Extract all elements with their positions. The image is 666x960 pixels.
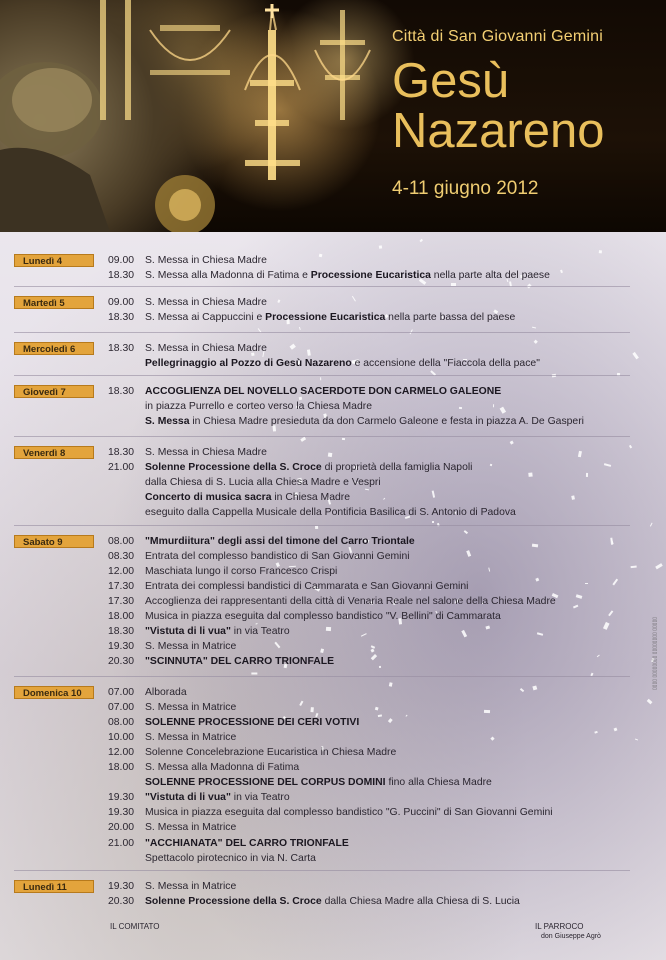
confetti-piece bbox=[613, 727, 617, 731]
event-time: 19.30 bbox=[108, 641, 135, 653]
confetti-piece bbox=[613, 579, 619, 586]
schedule-row bbox=[108, 624, 290, 639]
day-label: Domenica 10 bbox=[14, 686, 94, 699]
confetti-piece bbox=[490, 464, 493, 467]
confetti-piece bbox=[599, 250, 602, 253]
event-text: di proprietà della famiglia Napoli bbox=[321, 462, 473, 474]
event-highlight: "Mmurdiitura" degli assi del timone del Carro Triontale bbox=[145, 536, 415, 547]
event-text: Entrata del complesso bandistico di San Giovanni Gemini bbox=[145, 551, 410, 563]
confetti-piece bbox=[628, 444, 632, 448]
event-time: 20.30 bbox=[108, 896, 135, 908]
confetti-piece bbox=[519, 689, 523, 693]
confetti-piece bbox=[432, 521, 434, 524]
event-text: fino alla Chiesa Madre bbox=[385, 777, 492, 789]
day-separator bbox=[14, 870, 630, 871]
schedule-row bbox=[108, 399, 372, 414]
confetti-piece bbox=[573, 605, 578, 609]
confetti-piece bbox=[585, 583, 588, 584]
schedule-row bbox=[108, 836, 349, 851]
confetti-piece bbox=[300, 437, 305, 442]
event-text: Maschiata lungo il corso Francesco Crispi bbox=[145, 566, 338, 578]
schedule-row bbox=[108, 730, 236, 745]
schedule-row bbox=[108, 341, 267, 356]
event-text: S. Messa in Matrice bbox=[145, 732, 237, 744]
confetti-piece bbox=[499, 407, 505, 414]
confetti-piece bbox=[319, 378, 321, 381]
confetti-piece bbox=[299, 327, 301, 331]
event-highlight: SOLENNE PROCESSIONE DEL CORPUS DOMINI bbox=[145, 777, 386, 789]
event-time: 08.30 bbox=[108, 551, 135, 563]
event-text: S. Messa in Chiesa Madre bbox=[145, 343, 267, 354]
event-time: 18.30 bbox=[108, 343, 135, 354]
confetti-piece bbox=[307, 350, 311, 356]
confetti-piece bbox=[383, 497, 385, 499]
confetti-piece bbox=[603, 622, 609, 630]
event-text: S. Messa in Matrice bbox=[145, 641, 237, 653]
confetti-piece bbox=[351, 296, 355, 301]
event-time: 19.30 bbox=[108, 807, 135, 819]
day-separator bbox=[14, 332, 630, 333]
schedule-row bbox=[108, 609, 501, 624]
confetti-piece bbox=[635, 739, 638, 741]
confetti-piece bbox=[467, 550, 471, 556]
event-text: e accensione della "Fiaccola della pace" bbox=[351, 358, 540, 370]
schedule-row bbox=[108, 534, 415, 549]
event-highlight: Concerto di musica sacra bbox=[145, 492, 272, 504]
header-photo bbox=[0, 0, 666, 232]
day-separator bbox=[14, 286, 630, 287]
event-highlight: Processione Eucaristica bbox=[265, 312, 386, 324]
confetti-piece bbox=[459, 407, 462, 409]
event-text: S. Messa in Matrice bbox=[145, 881, 237, 892]
schedule-row bbox=[108, 745, 396, 760]
schedule-row bbox=[108, 505, 516, 520]
event-time: 08.00 bbox=[108, 536, 135, 547]
footer-priest-title: IL PARROCO bbox=[535, 922, 584, 931]
event-text: Musica in piazza eseguita dal complesso bandistico "V. Bellini" di Cammarata bbox=[145, 611, 501, 623]
event-text: in piazza Purrello e corteo verso la Chiesa Madre bbox=[145, 401, 372, 413]
event-highlight: Processione Eucaristica bbox=[310, 270, 431, 282]
confetti-piece bbox=[488, 567, 490, 571]
confetti-piece bbox=[361, 632, 367, 636]
event-text: S. Messa ai Cappuccini e bbox=[145, 312, 266, 324]
confetti-piece bbox=[300, 701, 304, 706]
schedule-row bbox=[108, 564, 337, 579]
schedule-row bbox=[108, 654, 334, 669]
confetti-piece bbox=[311, 707, 314, 712]
event-time: 19.30 bbox=[108, 881, 135, 892]
event-time: 12.00 bbox=[108, 747, 135, 759]
schedule-row bbox=[108, 268, 550, 283]
event-text: S. Messa in Matrice bbox=[145, 702, 237, 714]
confetti-piece bbox=[536, 578, 540, 582]
event-highlight: SOLENNE PROCESSIONE DEI CERI VOTIVI bbox=[145, 717, 360, 729]
confetti-piece bbox=[528, 473, 533, 477]
event-time: 10.00 bbox=[108, 732, 135, 744]
event-time: 09.00 bbox=[108, 297, 135, 308]
schedule-row bbox=[108, 685, 187, 700]
event-time: 18.00 bbox=[108, 611, 135, 623]
schedule-row bbox=[108, 894, 520, 909]
event-text: S. Messa in Matrice bbox=[145, 822, 237, 834]
confetti-piece bbox=[531, 544, 538, 548]
footer-priest-name: don Giuseppe Agrò bbox=[541, 933, 601, 940]
event-time: 18.30 bbox=[108, 626, 135, 638]
confetti-piece bbox=[610, 538, 613, 545]
header-titles bbox=[392, 28, 604, 200]
event-time: 07.00 bbox=[108, 687, 135, 698]
confetti-piece bbox=[560, 269, 563, 272]
confetti-piece bbox=[378, 714, 382, 716]
day-label: Giovedì 7 bbox=[14, 385, 94, 398]
schedule-row bbox=[108, 445, 267, 460]
schedule-row bbox=[108, 253, 267, 268]
confetti-piece bbox=[579, 451, 583, 458]
schedule-row bbox=[108, 760, 299, 775]
event-time: 07.00 bbox=[108, 702, 135, 714]
event-text: in via Teatro bbox=[230, 626, 290, 638]
event-time: 12.00 bbox=[108, 566, 135, 578]
schedule-row bbox=[108, 384, 501, 399]
event-text: eseguito dalla Cappella Musicale della Pontificia Basilica di S. Antonio di Padova bbox=[145, 507, 516, 519]
confetti-piece bbox=[537, 632, 543, 636]
schedule-row bbox=[108, 775, 492, 790]
event-text: dalla Chiesa di S. Lucia alla Chiesa Madre e Vespri bbox=[145, 477, 381, 489]
event-time: 19.30 bbox=[108, 792, 135, 804]
confetti-piece bbox=[431, 490, 434, 497]
schedule-row bbox=[108, 594, 556, 609]
event-time: 17.30 bbox=[108, 581, 135, 593]
event-text: S. Messa in Chiesa Madre bbox=[145, 447, 267, 458]
event-highlight: Solenne Processione della S. Croce bbox=[145, 896, 322, 908]
event-dates: 4-11 giugno 2012 bbox=[392, 178, 539, 199]
confetti-piece bbox=[649, 522, 652, 526]
event-text: in via Teatro bbox=[230, 792, 290, 804]
schedule-row bbox=[108, 310, 515, 325]
confetti-piece bbox=[326, 627, 332, 631]
confetti-piece bbox=[379, 666, 381, 668]
event-title-line1: Gesù bbox=[392, 54, 510, 108]
confetti-piece bbox=[533, 339, 538, 344]
day-label: Venerdì 8 bbox=[14, 446, 94, 459]
event-text: S. Messa alla Madonna di Fatima e bbox=[145, 270, 311, 282]
footer-parish-priest bbox=[535, 922, 601, 942]
day-separator bbox=[14, 676, 630, 677]
confetti-piece bbox=[251, 673, 257, 675]
confetti-piece bbox=[462, 630, 467, 637]
event-time: 20.30 bbox=[108, 656, 135, 668]
confetti-piece bbox=[277, 299, 281, 303]
confetti-piece bbox=[375, 707, 379, 711]
schedule-row bbox=[108, 851, 316, 866]
confetti-piece bbox=[379, 246, 382, 249]
event-highlight: Solenne Processione della S. Croce bbox=[145, 462, 322, 474]
confetti-piece bbox=[492, 405, 493, 408]
confetti-piece bbox=[631, 566, 637, 568]
event-highlight: Pellegrinaggio al Pozzo di Gesù Nazareno bbox=[145, 358, 352, 370]
schedule-row bbox=[108, 805, 553, 820]
confetti-piece bbox=[274, 641, 280, 647]
confetti-piece bbox=[533, 686, 538, 691]
event-time: 20.00 bbox=[108, 822, 135, 834]
schedule-row bbox=[108, 700, 236, 715]
schedule-row bbox=[108, 790, 290, 805]
footer-committee: IL COMITATO bbox=[110, 922, 160, 931]
event-time: 18.30 bbox=[108, 386, 135, 397]
event-time: 18.00 bbox=[108, 762, 135, 774]
confetti-piece bbox=[327, 453, 331, 458]
day-label: Lunedì 4 bbox=[14, 254, 94, 267]
event-text: S. Messa alla Madonna di Fatima bbox=[145, 762, 300, 774]
confetti-piece bbox=[656, 564, 663, 570]
event-highlight: "Vistuta di li vua" bbox=[145, 626, 231, 638]
schedule-row bbox=[108, 715, 359, 730]
event-text: Solenne Concelebrazione Eucaristica in Chiesa Madre bbox=[145, 747, 397, 759]
confetti-piece bbox=[484, 710, 490, 714]
confetti-piece bbox=[571, 496, 575, 501]
event-text: S. Messa in Chiesa Madre bbox=[145, 255, 267, 266]
confetti-piece bbox=[609, 610, 614, 616]
day-label: Lunedì 11 bbox=[14, 880, 94, 893]
schedule-row bbox=[108, 295, 267, 310]
confetti-piece bbox=[341, 438, 344, 440]
event-text: nella parte alta del paese bbox=[430, 270, 550, 282]
event-time: 21.00 bbox=[108, 462, 135, 474]
event-title bbox=[392, 56, 604, 156]
confetti-piece bbox=[532, 327, 536, 329]
confetti-piece bbox=[289, 344, 295, 350]
confetti-piece bbox=[509, 441, 513, 445]
city-name: Città di San Giovanni Gemini bbox=[392, 28, 604, 45]
event-time: 18.30 bbox=[108, 447, 135, 458]
photo-credit: ▯▯▯▯ ▯▯▯▯▯▯▯▯ ▯▯▯▯▯▯▯▯ ▯▯▯▯▯ bbox=[652, 617, 658, 690]
schedule-row bbox=[108, 414, 584, 429]
event-text: dalla Chiesa Madre alla Chiesa di S. Lucia bbox=[321, 896, 520, 908]
confetti-piece bbox=[420, 239, 424, 243]
schedule-row bbox=[108, 549, 410, 564]
illuminations-image bbox=[0, 0, 380, 232]
confetti-piece bbox=[390, 683, 393, 687]
schedule-row bbox=[108, 460, 472, 475]
event-text: Spettacolo pirotecnico in via N. Carta bbox=[145, 852, 316, 864]
event-highlight: "Vistuta di li vua" bbox=[145, 792, 231, 804]
confetti-piece bbox=[388, 718, 393, 723]
confetti-piece bbox=[405, 714, 408, 717]
schedule-row bbox=[108, 879, 236, 894]
event-text: S. Messa in Chiesa Madre bbox=[145, 297, 267, 308]
confetti-piece bbox=[320, 648, 324, 653]
confetti-piece bbox=[594, 731, 597, 734]
confetti-piece bbox=[646, 698, 652, 704]
schedule-row bbox=[108, 490, 350, 505]
day-separator bbox=[14, 525, 630, 526]
event-highlight: ACCOGLIENZA DEL NOVELLO SACERDOTE DON CARMELO GALEONE bbox=[145, 386, 502, 397]
confetti-piece bbox=[315, 526, 318, 529]
day-label: Sabato 9 bbox=[14, 535, 94, 548]
schedule-row bbox=[108, 356, 540, 371]
confetti-piece bbox=[604, 464, 611, 468]
schedule-row bbox=[108, 475, 381, 490]
event-text: nella parte bassa del paese bbox=[385, 312, 516, 324]
confetti-piece bbox=[596, 655, 599, 658]
event-text: Alborada bbox=[145, 687, 187, 698]
event-time: 08.00 bbox=[108, 717, 135, 729]
confetti-piece bbox=[319, 254, 323, 258]
confetti-piece bbox=[486, 625, 490, 629]
event-time: 18.30 bbox=[108, 312, 135, 324]
day-separator bbox=[14, 436, 630, 437]
event-time: 18.30 bbox=[108, 270, 135, 282]
event-time: 09.00 bbox=[108, 255, 135, 266]
day-separator bbox=[14, 375, 630, 376]
event-text: Musica in piazza eseguita dal complesso bandistico "G. Puccini" di San Giovanni Gemini bbox=[145, 807, 553, 819]
event-text: Entrata dei complessi bandistici di Cammarata e San Giovanni Gemini bbox=[145, 581, 469, 593]
event-title-line2: Nazareno bbox=[392, 104, 605, 158]
day-label: Martedì 5 bbox=[14, 296, 94, 309]
schedule-row bbox=[108, 579, 468, 594]
confetti-piece bbox=[371, 649, 375, 653]
confetti-piece bbox=[464, 530, 468, 534]
event-highlight: "SCINNUTA" DEL CARRO TRIONFALE bbox=[145, 656, 334, 668]
confetti-piece bbox=[371, 654, 377, 660]
event-text: in Chiesa Madre bbox=[271, 492, 351, 504]
confetti-piece bbox=[586, 473, 588, 477]
schedule-row bbox=[108, 820, 236, 835]
day-label: Mercoledì 6 bbox=[14, 342, 94, 355]
event-text: Accoglienza dei rappresentanti della città di Venaria Reale nel salone della Chiesa Madre bbox=[145, 596, 556, 608]
event-time: 17.30 bbox=[108, 596, 135, 608]
event-highlight: S. Messa bbox=[145, 416, 190, 428]
schedule-row bbox=[108, 639, 236, 654]
event-highlight: "ACCHIANATA" DEL CARRO TRIONFALE bbox=[145, 837, 349, 849]
event-text: in Chiesa Madre presieduta da don Carmelo Galeone e festa in piazza A. De Gasperi bbox=[189, 416, 584, 428]
confetti-piece bbox=[490, 736, 494, 740]
event-time: 21.00 bbox=[108, 837, 135, 849]
confetti-piece bbox=[576, 594, 583, 599]
confetti-piece bbox=[632, 352, 639, 360]
